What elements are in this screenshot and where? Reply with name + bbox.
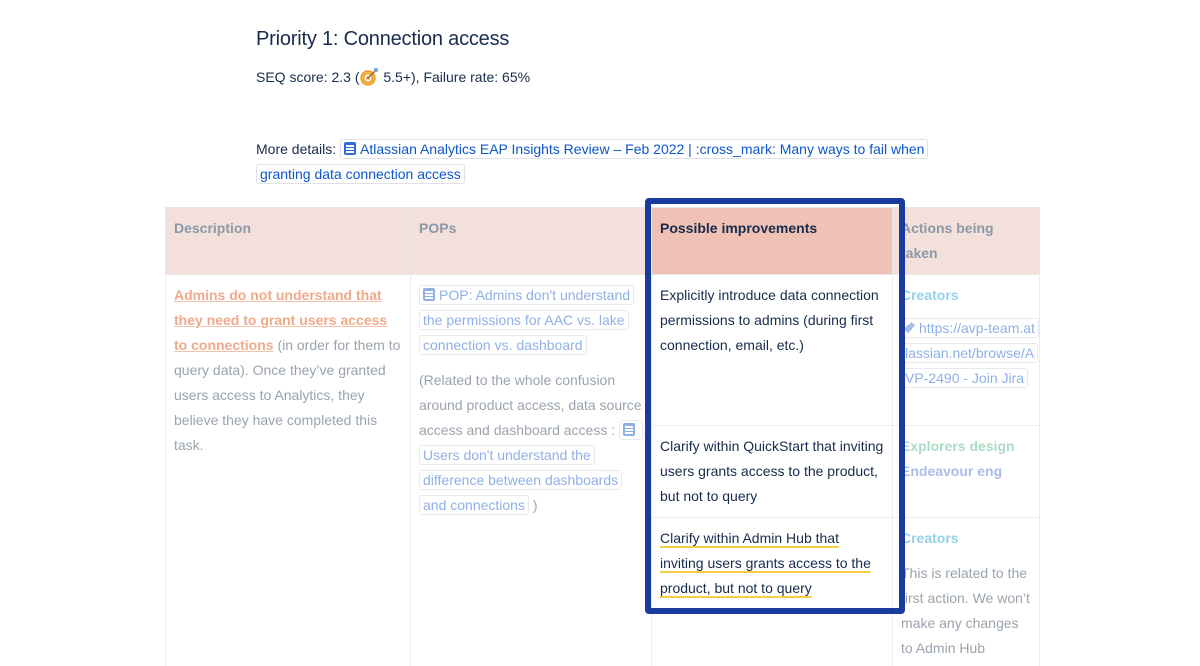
pops-cell	[411, 275, 652, 666]
pops-related-text: (Related to the whole confusion around product access, data source access and dashboard access :	[419, 372, 642, 438]
seq-score-line	[256, 68, 530, 86]
pops-close-paren: )	[532, 497, 538, 513]
improvement-cell-1: Explicitly introduce data connection permissions to admins (during first connection, email, etc.)	[652, 275, 893, 426]
seq-suffix: 5.5+), Failure rate: 65%	[379, 69, 531, 85]
table-row	[166, 275, 1040, 426]
pop-permissions-link-text[interactable]: POP: Admins don't understand the permissions for AAC vs. lake connection vs. dashboard	[423, 287, 631, 353]
team-endeavour-eng: Endeavour eng	[901, 463, 1003, 479]
description-text: (in order for them to query data). Once they’ve granted users access to Analytics, they believe they have completed this task.	[174, 337, 401, 453]
improvement-cell-2: Clarify within QuickStart that inviting users grants access to the product, but not to query	[652, 426, 893, 518]
pop-permissions-link[interactable]	[419, 285, 634, 355]
actions-cell-3	[893, 518, 1040, 666]
team-creators: Creators	[901, 530, 959, 546]
actions-cell-2	[893, 426, 1040, 518]
more-details	[256, 137, 976, 187]
target-icon	[360, 68, 378, 86]
header-possible-improvements: Possible improvements	[652, 208, 893, 275]
document-icon	[423, 288, 435, 301]
actions-cell-1	[893, 275, 1040, 426]
description-emphasis: Admins do not understand that they need to grant users access to connections	[174, 287, 388, 353]
document-icon	[623, 423, 635, 436]
team-creators: Creators	[901, 287, 959, 303]
document-icon	[344, 142, 356, 155]
header-actions: Actions being taken	[893, 208, 1040, 275]
table-header-row	[166, 208, 1040, 275]
insights-review-link[interactable]	[256, 139, 928, 184]
header-pops: POPs	[411, 208, 652, 275]
improvement-3-text: Clarify within Admin Hub that inviting users grants access to the product, but not to query	[660, 530, 871, 596]
actions-note: This is related to the first action. We won’t make any changes to Admin Hub	[901, 565, 1030, 656]
jira-issue-link-text[interactable]: https://avp-team.atlassian.net/browse/AVP-2490 - Join Jira	[905, 320, 1035, 386]
header-description: Description	[166, 208, 411, 275]
priority-table	[165, 207, 1039, 666]
improvement-cell-3	[652, 518, 893, 666]
more-details-label: More details:	[256, 141, 337, 157]
pop-dashboards-link-text[interactable]: Users don't understand the difference between dashboards and connections	[423, 447, 619, 513]
jira-issue-link[interactable]	[901, 318, 1039, 388]
column-overlap-mask	[1058, 414, 1068, 666]
description-cell	[166, 275, 411, 666]
insights-review-link-text[interactable]: Atlassian Analytics EAP Insights Review – Feb 2022 | :cross_mark: Many ways to fail when granting data connection access	[260, 141, 925, 182]
team-explorers-design: Explorers design	[901, 438, 1015, 454]
seq-prefix: SEQ score: 2.3 (	[256, 69, 360, 85]
page-title: Priority 1: Connection access	[256, 28, 510, 50]
jira-icon	[905, 323, 915, 333]
